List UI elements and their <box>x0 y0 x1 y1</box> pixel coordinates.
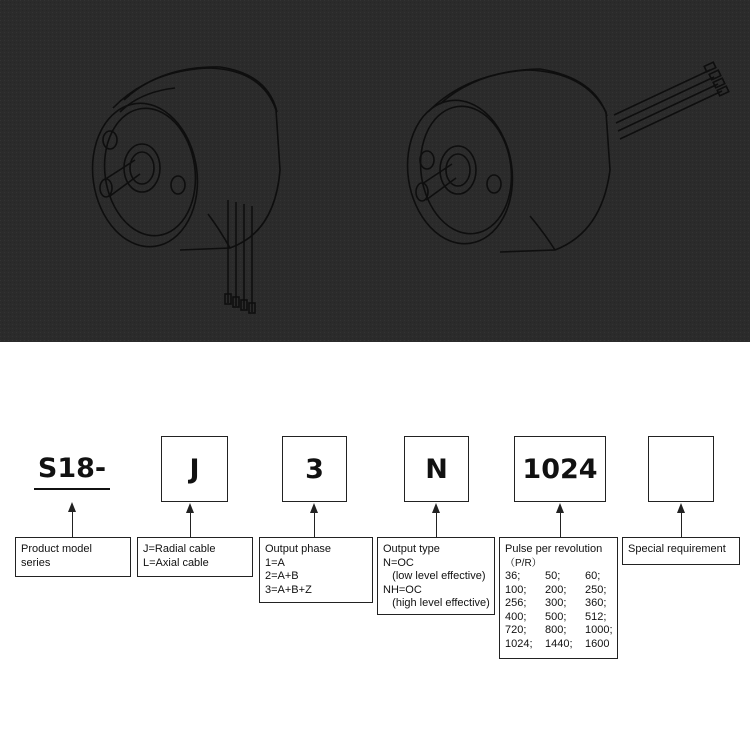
cable-code-box <box>161 436 228 502</box>
ppr-value: 1000; <box>585 624 613 636</box>
ppr-value: 1600 <box>585 637 610 650</box>
ppr-title: Pulse per revolution <box>505 543 603 555</box>
prefix-underline <box>34 488 110 490</box>
ppr-value: 200; <box>545 583 567 596</box>
ppr-value: 1024; <box>505 637 533 650</box>
ppr-code: 1024 <box>522 453 598 485</box>
ppr-connector <box>560 511 561 538</box>
special-connector <box>681 511 682 538</box>
cable-code: J <box>189 453 200 485</box>
cable-connector <box>190 511 191 538</box>
ppr-value: 500; <box>545 610 567 623</box>
model-description: Product model series <box>15 537 131 577</box>
phase-code: 3 <box>305 453 324 485</box>
ppr-value: 300; <box>545 597 567 609</box>
ppr-description <box>499 537 618 659</box>
ppr-value: 720; <box>505 624 527 636</box>
ppr-value: 100; <box>505 583 527 596</box>
special-description: Special requirement <box>622 537 740 565</box>
ppr-unit: （P/R） <box>505 557 542 569</box>
model-prefix: S18- <box>37 453 107 484</box>
ppr-value: 1440; <box>545 637 573 650</box>
ppr-value: 50; <box>545 570 561 582</box>
ppr-value: 400; <box>505 610 527 623</box>
phase-code-box <box>282 436 347 502</box>
ppr-values <box>505 570 613 651</box>
output-connector <box>436 511 437 538</box>
ppr-code-box <box>514 436 606 502</box>
ppr-value: 360; <box>585 597 607 609</box>
phase-connector <box>314 511 315 538</box>
output-description: Output type N=OC (low level effective) NH=OC (high level effective) <box>377 537 495 615</box>
output-code: N <box>425 453 448 485</box>
cable-description: J=Radial cable L=Axial cable <box>137 537 253 577</box>
motor-illustrations <box>0 0 750 342</box>
output-code-box <box>404 436 469 502</box>
ppr-value: 512; <box>585 610 607 623</box>
product-photo <box>0 0 750 342</box>
phase-description: Output phase 1=A 2=A+B 3=A+B+Z <box>259 537 373 603</box>
ppr-value: 36; <box>505 570 521 582</box>
ppr-value: 250; <box>585 583 607 596</box>
special-code-box <box>648 436 714 502</box>
model-connector <box>72 510 73 538</box>
ppr-value: 800; <box>545 624 567 636</box>
ppr-value: 256; <box>505 597 527 609</box>
ppr-value: 60; <box>585 570 601 582</box>
